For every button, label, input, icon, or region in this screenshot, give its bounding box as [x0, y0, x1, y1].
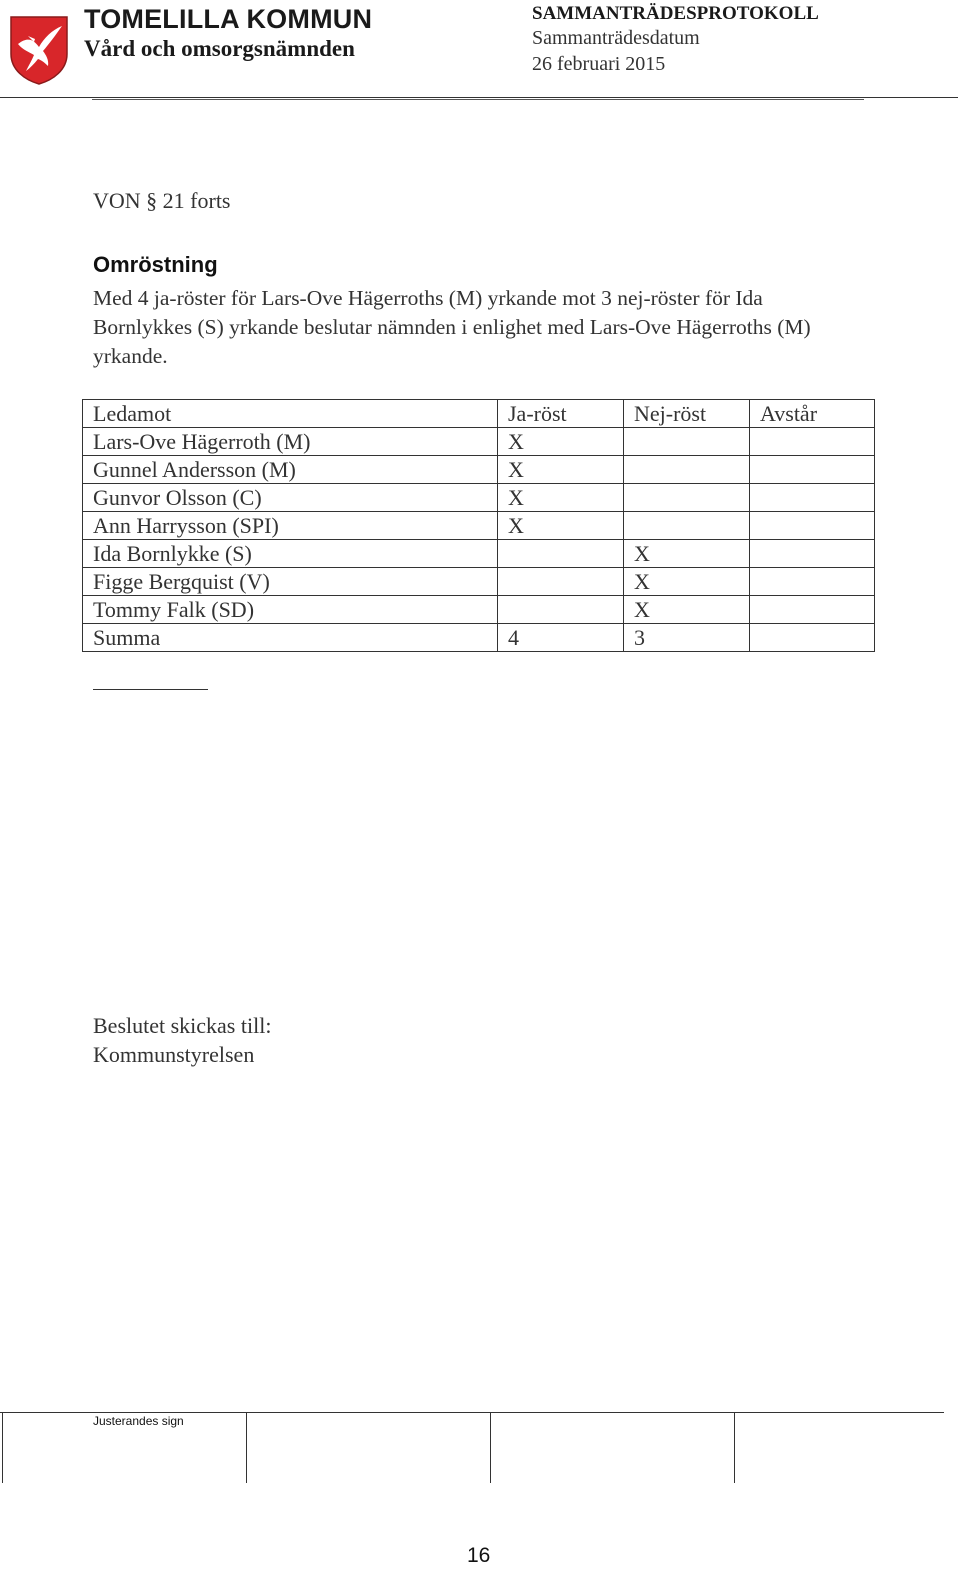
sum-no: 3 — [624, 624, 750, 652]
table-row — [83, 512, 875, 540]
meeting-date-label: Sammanträdesdatum — [532, 27, 700, 49]
yes-cell — [498, 568, 624, 596]
page-number: 16 — [467, 1544, 491, 1567]
vote-table-header-row — [83, 400, 875, 428]
no-cell — [624, 456, 750, 484]
abstain-cell — [750, 428, 875, 456]
header-abstain: Avstår — [750, 400, 875, 428]
yes-cell — [498, 596, 624, 624]
table-row — [83, 484, 875, 512]
signature-box-divider — [246, 1413, 247, 1483]
member-name: Ida Bornlykke (S) — [83, 540, 498, 568]
distribution-recipient: Kommunstyrelsen — [93, 1042, 255, 1067]
sum-abstain — [750, 624, 875, 652]
signature-label: Justerandes sign — [93, 1414, 184, 1428]
no-cell: X — [624, 540, 750, 568]
decision-paragraph: Med 4 ja-röster för Lars-Ove Hägerroths (M) yrkande mot 3 nej-röster för Ida Bornlykkes (S) yrkande beslutar nämnden i enlighet med Lars-Ove Hägerroths (M) yrkande. — [93, 286, 811, 368]
member-name: Figge Bergquist (V) — [83, 568, 498, 596]
meeting-date: 26 februari 2015 — [532, 53, 666, 75]
distribution-label: Beslutet skickas till: — [93, 1013, 272, 1038]
abstain-cell — [750, 456, 875, 484]
organization-name: TOMELILLA KOMMUN — [84, 4, 373, 34]
table-row — [83, 568, 875, 596]
signature-box-divider — [734, 1413, 735, 1483]
sum-label: Summa — [83, 624, 498, 652]
no-cell — [624, 512, 750, 540]
section-reference: VON § 21 forts — [93, 188, 231, 213]
header-divider-inner — [92, 99, 864, 100]
coat-of-arms-svg — [8, 14, 70, 86]
section-heading: Omröstning — [93, 252, 218, 277]
header-member: Ledamot — [83, 400, 498, 428]
signature-box-divider — [490, 1413, 491, 1483]
signature-box-top-rule — [0, 1412, 944, 1413]
table-row — [83, 540, 875, 568]
header-no-vote: Nej-röst — [624, 400, 750, 428]
abstain-cell — [750, 596, 875, 624]
table-sum-row — [83, 624, 875, 652]
yes-cell: X — [498, 512, 624, 540]
section-end-rule — [93, 689, 208, 690]
abstain-cell — [750, 512, 875, 540]
member-name: Gunnel Andersson (M) — [83, 456, 498, 484]
vote-table — [82, 399, 875, 652]
member-name: Gunvor Olsson (C) — [83, 484, 498, 512]
table-row — [83, 428, 875, 456]
sum-yes: 4 — [498, 624, 624, 652]
no-cell — [624, 484, 750, 512]
header-divider — [0, 97, 958, 98]
table-row — [83, 596, 875, 624]
no-cell — [624, 428, 750, 456]
committee-name: Vård och omsorgsnämnden — [84, 36, 355, 61]
yes-cell — [498, 540, 624, 568]
member-name: Lars-Ove Hägerroth (M) — [83, 428, 498, 456]
abstain-cell — [750, 540, 875, 568]
coat-of-arms-icon — [8, 14, 70, 86]
abstain-cell — [750, 568, 875, 596]
table-row — [83, 456, 875, 484]
yes-cell: X — [498, 428, 624, 456]
member-name: Ann Harrysson (SPI) — [83, 512, 498, 540]
yes-cell: X — [498, 484, 624, 512]
document-type: SAMMANTRÄDESPROTOKOLL — [532, 3, 819, 24]
signature-box-divider — [2, 1413, 3, 1483]
yes-cell: X — [498, 456, 624, 484]
no-cell: X — [624, 568, 750, 596]
abstain-cell — [750, 484, 875, 512]
member-name: Tommy Falk (SD) — [83, 596, 498, 624]
header-yes-vote: Ja-röst — [498, 400, 624, 428]
no-cell: X — [624, 596, 750, 624]
